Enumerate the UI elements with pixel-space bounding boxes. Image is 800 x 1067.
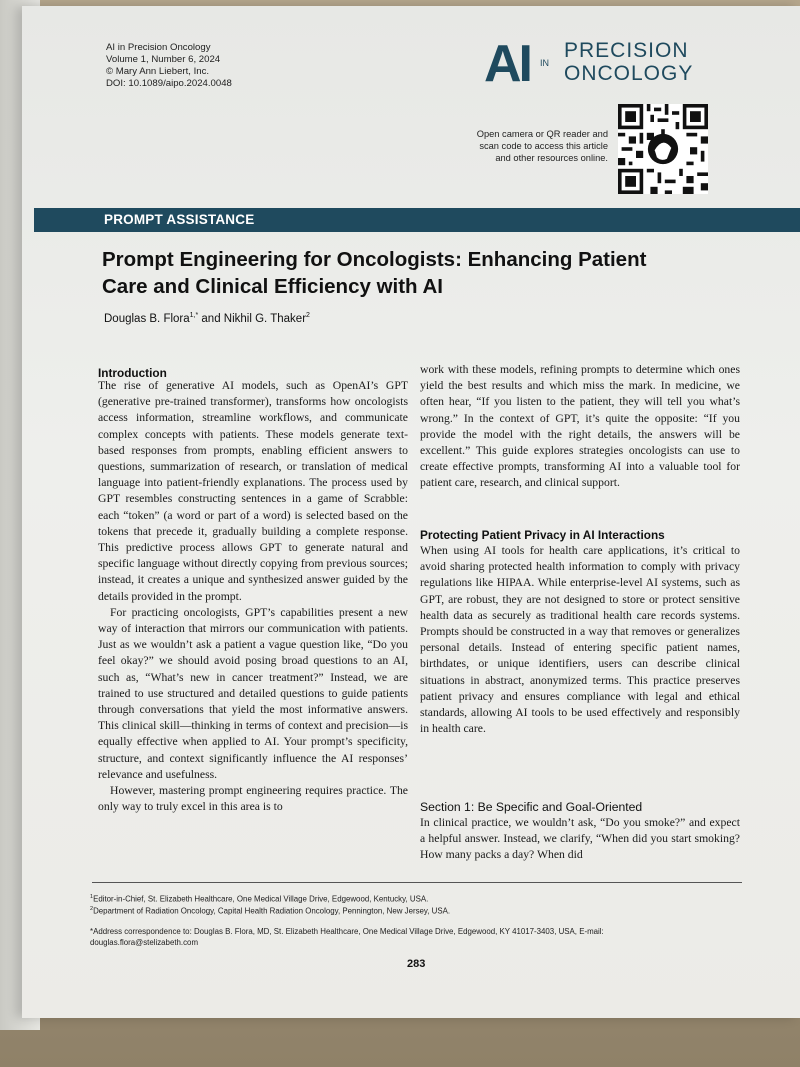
author-affiliation-marker: 2 xyxy=(306,312,310,319)
article-title-line: Prompt Engineering for Oncologists: Enhancing Patient xyxy=(102,248,647,271)
journal-doi: DOI: 10.1089/aipo.2024.0048 xyxy=(106,78,232,89)
author-name: Douglas B. Flora xyxy=(104,312,190,325)
left-column xyxy=(98,378,408,815)
qr-code[interactable] xyxy=(618,104,708,194)
journal-logo-oncology: ONCOLOGY xyxy=(564,62,694,85)
author-name: Nikhil G. Thaker xyxy=(223,312,307,325)
right-column-top xyxy=(420,362,740,492)
body-paragraph: For practicing oncologists, GPT’s capabilities present a new way of interaction that mirrors our communication with patients. Just as we wouldn’t ask a patient a vague question like, “Do you feel okay?” we should avoid posing broad questions to an AI, such as, “What’s new in cancer treatment?” Instead, we are trained to use structured and detailed questions to guide patients through conversations that yield the most informative answers. This clinical skill—thinking in terms of context and precision—is equally effective when applied to AI. Your prompt’s specificity, structure, and context significantly influence the AI responses’ relevance and usefulness. xyxy=(98,605,408,781)
body-paragraph: The rise of generative AI models, such as OpenAI’s GPT (generative pre-trained transformer), transforms how oncologists access information, streamline workflows, and communicate complex concepts with patients. These models generate text-based responses from prompts, enabling efficient answers to questions, summarization of research, or translation of medical language into patient-friendly explanations. The process used by GPT resembles constructing sentences in a game of Scrabble: each “token” (a word or part of a word) is selected based on the tokens that precede it, gradually building a complete response. This predictive process allows GPT to generate natural and specific language without directly copying from previous sources; instead, it creates a unique and synthesized answer guided by the details provided in the prompt. xyxy=(98,379,408,603)
journal-logo-in: IN xyxy=(540,58,549,68)
author-list xyxy=(104,312,310,325)
body-paragraph: However, mastering prompt engineering requires practice. The only way to truly excel in this area is to xyxy=(98,784,408,814)
footnote-marker: 1 xyxy=(90,894,94,900)
author-affiliation-marker: 1,* xyxy=(189,312,199,319)
page-number: 283 xyxy=(407,958,426,970)
qr-instruction-line: scan code to access this article xyxy=(479,141,608,151)
correspondence-email[interactable]: douglas.flora@stelizabeth.com xyxy=(90,938,199,947)
section1-heading: Section 1: Be Specific and Goal-Oriented xyxy=(420,800,643,814)
journal-page xyxy=(22,6,800,1018)
qr-instruction-line: Open camera or QR reader and xyxy=(476,129,608,139)
body-paragraph: In clinical practice, we wouldn’t ask, “Do you smoke?” and expect a helpful answer. Instead, we clarify, “When did you start smoking? How many packs a day? When did xyxy=(420,816,740,862)
footnote-text: Department of Radiation Oncology, Capital Health Radiation Oncology, Pennington, New Jersey, USA. xyxy=(93,906,451,916)
footnote-divider xyxy=(92,882,742,883)
journal-volume: Volume 1, Number 6, 2024 xyxy=(106,54,221,65)
qr-instructions xyxy=(452,128,608,164)
correspondence-note xyxy=(90,926,750,948)
journal-metadata xyxy=(106,42,232,90)
journal-logo-ai: AI xyxy=(484,35,530,93)
privacy-heading: Protecting Patient Privacy in AI Interactions xyxy=(420,528,665,542)
footnote-text: Editor-in-Chief, St. Elizabeth Healthcare, One Medical Village Drive, Edgewood, Kentucky, USA. xyxy=(93,894,429,904)
introduction-heading: Introduction xyxy=(98,366,167,380)
body-paragraph: When using AI tools for health care applications, it’s critical to avoid sharing protected health information to comply with privacy regulations like HIPAA. While enterprise-level AI systems, such as GPT, are robust, they are not designed to store or protect sensitive health data as securely as traditional health care records systems. Prompts should be constructed in a way that removes or generalizes personal details. Instead of entering specific patient names, birthdates, or unique identifiers, users can describe clinical situations in abstract, anonymized terms. This practice preserves patient privacy and ensures compliance with legal and ethical standards, allowing AI tools to be used effectively and responsibly in health care. xyxy=(420,544,740,736)
footnote-affiliation-2 xyxy=(90,904,750,917)
correspondence-line: *Address correspondence to: Douglas B. Flora, MD, St. Elizabeth Healthcare, One Medical Village Drive, Edgewood, KY 41017-3403, USA, E-mail: xyxy=(90,927,604,936)
qr-instruction-line: and other resources online. xyxy=(495,153,608,163)
journal-copyright: © Mary Ann Liebert, Inc. xyxy=(106,66,210,77)
article-title-line: Care and Clinical Efficiency with AI xyxy=(102,275,443,298)
author-separator: and xyxy=(198,312,224,325)
footnote-marker: 2 xyxy=(90,906,94,912)
privacy-section xyxy=(420,543,740,737)
body-paragraph: work with these models, refining prompts to determine which ones yield the best results and which miss the mark. In medicine, we often hear, “If you listen to the patient, they will tell you what’s wrong.” In the context of GPT, it’s quite the opposite: “If you provide the model with the right details, the answers will be excellent.” This guide explores strategies oncologists can use to create effective prompts, transforming AI into a valuable tool for patient care, research, and clinical support. xyxy=(420,363,740,490)
journal-name: AI in Precision Oncology xyxy=(106,42,211,53)
section-label: PROMPT ASSISTANCE xyxy=(104,212,255,227)
article-title xyxy=(102,246,742,300)
footnote-affiliation-1 xyxy=(90,892,750,905)
section1-body xyxy=(420,815,740,864)
journal-logo-precision: PRECISION xyxy=(564,39,689,62)
